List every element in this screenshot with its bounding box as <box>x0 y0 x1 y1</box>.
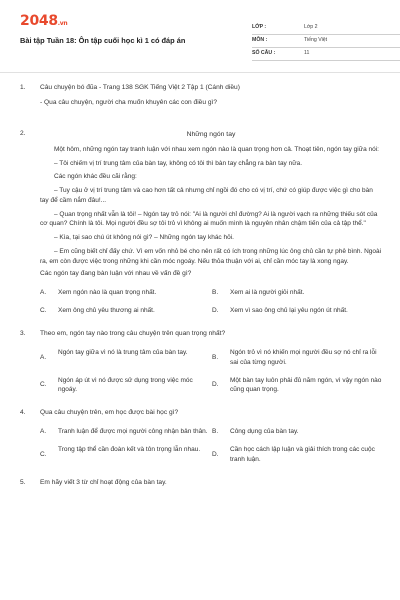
meta-row-question-count <box>252 48 400 61</box>
option-letter: B. <box>212 428 219 436</box>
question-5 <box>20 479 382 488</box>
option-text: Xem ai là người giỏi nhất. <box>230 289 305 297</box>
option-text: Xem ngón nào là quan trọng nhất. <box>58 289 157 297</box>
answer-option-b[interactable] <box>212 348 384 368</box>
answer-option-d[interactable] <box>212 445 384 465</box>
question-subtext: - Qua câu chuyện, người cha muốn khuyên các con điều gì? <box>40 98 217 106</box>
meta-label: MÔN : <box>252 37 268 44</box>
answer-options <box>40 288 382 316</box>
meta-value: Lớp 2 <box>304 24 318 31</box>
story-paragraph: Một hôm, những ngón tay tranh luận với nhau xem ngón nào là quan trọng hơn cả. Thoạt tiên, ngón tay giữa nói: <box>54 145 379 153</box>
question-number: 3. <box>20 330 26 338</box>
option-letter: A. <box>40 428 47 436</box>
site-logo[interactable] <box>20 12 67 31</box>
logo-suffix: .vn <box>57 20 68 27</box>
question-4 <box>20 409 382 464</box>
question-1 <box>20 84 382 108</box>
option-letter: C. <box>40 307 47 315</box>
option-letter: D. <box>212 451 219 458</box>
story-paragraph: – Quan trọng nhất vẫn là tôi! – Ngón tay trỏ nói: "Ai là người chỉ đường? Ai là người vạch ra những thiếu sót của cơ quan? Chính là tôi. Mọi người đều sợ tôi trỏ vì không ai muốn mình là nguyên nhân chậm tiến của cả tập thể." <box>40 210 378 228</box>
option-letter: B. <box>212 354 219 362</box>
question-number: 4. <box>20 409 26 417</box>
answer-option-c[interactable] <box>40 376 212 396</box>
question-text: Câu chuyện bó đũa - Trang 138 SGK Tiếng Việt 2 Tập 1 (Cánh diều) <box>40 84 240 91</box>
answer-options <box>40 348 382 395</box>
option-text: Tranh luận để được mọi người công nhận bản thân. <box>58 428 208 436</box>
question-number: 1. <box>20 84 26 91</box>
document-title: Bài tập Tuần 18: Ôn tập cuối học kì 1 có đáp án <box>20 36 186 45</box>
option-text: Một bàn tay luôn phải đủ năm ngón, vì vậy ngón nào cũng quan trọng. <box>230 376 382 394</box>
option-letter: C. <box>40 451 47 458</box>
option-letter: C. <box>40 381 47 389</box>
answer-option-b[interactable] <box>212 288 384 298</box>
option-text: Ngón trỏ vì nó khiến mọi người đều sợ nó chỉ ra lỗi sai của từng người. <box>230 349 377 366</box>
answer-options <box>40 427 382 465</box>
answer-option-d[interactable] <box>212 376 384 396</box>
question-2 <box>20 130 382 317</box>
story-paragraph: – Tuy cậu ở vị trí trung tâm và cao hơn tất cả nhưng chỉ ngồi đó cho có vị trí, chứ có giúp được việc gì cho bàn tay để cầm nắm đâu!... <box>40 187 373 204</box>
header-divider <box>0 72 400 73</box>
option-letter: B. <box>212 289 219 297</box>
option-letter: A. <box>40 289 47 297</box>
story-paragraph: – Kìa, tại sao chú út không nói gì? – Những ngón tay khác hỏi. <box>54 234 234 242</box>
question-3 <box>20 330 382 395</box>
question-number: 5. <box>20 478 26 486</box>
answer-option-c[interactable] <box>40 445 212 465</box>
question-text: Qua câu chuyện trên, em học được bài học gì? <box>40 409 179 417</box>
option-text: Công dụng của bàn tay. <box>230 428 299 436</box>
logo-text: 2048 <box>20 13 58 29</box>
meta-label: LỚP : <box>252 24 267 31</box>
question-number: 2. <box>20 129 26 137</box>
answer-option-a[interactable] <box>40 427 212 437</box>
option-text: Trong tập thể cần đoàn kết và tôn trọng lẫn nhau. <box>58 446 201 454</box>
meta-row-subject <box>252 35 400 48</box>
question-text: Theo em, ngón tay nào trong câu chuyện trên quan trọng nhất? <box>40 330 226 338</box>
question-text: Em hãy viết 3 từ chỉ hoạt động của bàn tay. <box>40 478 167 486</box>
worksheet-header <box>20 10 382 74</box>
option-text: Xem vì sao ông chủ lại yêu ngón út nhất. <box>230 307 348 315</box>
meta-row-grade <box>252 22 400 35</box>
meta-label: SỐ CÂU : <box>252 50 276 57</box>
meta-value: Tiếng Việt <box>304 37 328 44</box>
answer-option-b[interactable] <box>212 427 384 437</box>
story-title: Những ngón tay <box>186 130 236 138</box>
questions-list <box>20 84 382 488</box>
option-text: Ngón áp út vì nó được sử dụng trong việc móc ngoáy. <box>58 376 193 394</box>
meta-table <box>252 22 400 61</box>
answer-option-d[interactable] <box>212 306 384 316</box>
option-letter: D. <box>212 307 219 315</box>
option-letter: A. <box>40 354 47 362</box>
option-text: Ngón tay giữa vì nó là trung tâm của bàn tay. <box>58 349 188 357</box>
option-letter: D. <box>212 381 219 389</box>
option-text: Xem ông chủ yêu thương ai nhất. <box>58 307 155 315</box>
story-paragraph: – Em cũng biết chỉ đấy chứ. Vì em vốn nhỏ bé cho nên rất có ích trong những lúc ông chủ cần tự phê bình. Ngoài ra, em còn được việc trong những khi cần móc ngoáy. Nếu thỏa thuận với ai, chỉ cần móc tay là xong ngay. <box>40 247 382 265</box>
question-text: Các ngón tay đang bàn luận với nhau về vấn đề gì? <box>40 270 192 278</box>
answer-option-c[interactable] <box>40 306 212 316</box>
story-paragraph: – Tôi chiếm vị trí trung tâm của bàn tay, không có tôi thì bàn tay chẳng ra bàn tay nữa. <box>54 159 302 167</box>
answer-option-a[interactable] <box>40 348 212 368</box>
answer-option-a[interactable] <box>40 288 212 298</box>
meta-value: 11 <box>304 50 310 57</box>
story-paragraph: Các ngón khác đều cãi rằng: <box>54 173 137 181</box>
option-text: Cần học cách lập luận và giải thích trong các cuộc tranh luận. <box>230 446 375 463</box>
